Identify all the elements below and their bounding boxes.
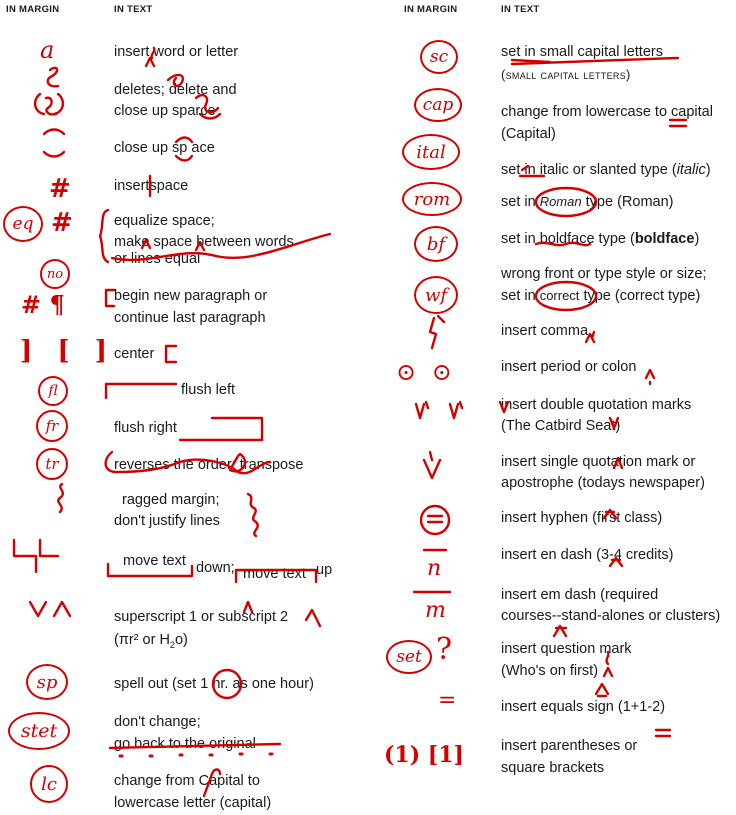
- center-text: center: [114, 346, 155, 362]
- wrongfont-text-1: wrong front or type style or size;: [501, 266, 707, 282]
- emdash-mark: m: [425, 598, 446, 623]
- equals-caret: [596, 684, 608, 696]
- flushleft-text: flush left: [181, 382, 235, 398]
- smallcaps-circle-mark: sc: [420, 40, 458, 74]
- smallcaps-underlined: small capital letters: [539, 44, 663, 60]
- equalize-text-1: equalize space;: [114, 213, 215, 229]
- equalize-circle-mark: eq: [3, 206, 43, 242]
- squote-text-1: insert single quotation mark or: [501, 454, 696, 470]
- stet-text-1: don't change;: [114, 714, 201, 730]
- italic-end: ): [705, 162, 711, 178]
- flushright-bracket: [180, 418, 262, 440]
- boldface-underlined: boldface: [539, 231, 595, 247]
- italic-text: [501, 160, 711, 181]
- lowercase-text-2: lowercase letter (capital): [114, 795, 272, 811]
- question-text-1: insert question mark: [501, 641, 632, 657]
- comma-text: insert comma: [501, 323, 589, 339]
- flushright-text: flush right: [114, 420, 177, 436]
- header-right-margin: IN MARGIN: [404, 4, 458, 15]
- closeup-text: close up sp ace: [114, 140, 215, 156]
- period-text: insert period or colon: [501, 359, 637, 375]
- smallcaps-text-2: (small capital letters): [501, 67, 631, 82]
- superscript-text-2a: (πr² or H: [114, 632, 170, 648]
- boldface-pre: set in: [501, 231, 540, 247]
- no-paragraph-circle-mark: no: [40, 259, 70, 289]
- capital-text-1: change from lowercase to capital: [501, 104, 713, 120]
- boldface-text: [501, 229, 699, 250]
- delete-text-1: deletes; delete and: [114, 82, 237, 98]
- move-text-3: move text: [243, 566, 306, 582]
- subscript-caret: [306, 610, 320, 626]
- close-up-mark: [44, 130, 64, 157]
- superscript-text-2: [114, 630, 188, 656]
- smallcaps-text-1: [501, 42, 663, 63]
- super-sub-mark: [30, 602, 70, 616]
- smallcaps-pre: set in: [501, 44, 540, 60]
- move-text-2: down;: [196, 560, 235, 576]
- roman-post: type (Roman): [581, 194, 674, 210]
- header-left-text: IN TEXT: [114, 4, 153, 15]
- equals-mark: =: [438, 688, 457, 713]
- parens-mark: (1) [1]: [384, 742, 464, 768]
- boldface-end: ): [694, 231, 700, 247]
- ragged-wave: [248, 494, 258, 536]
- capital-circle-mark: cap: [414, 88, 462, 122]
- delete-loop-mark: [48, 68, 58, 86]
- emdash-text-2: courses--stand-alones or clusters): [501, 608, 721, 624]
- hyphen-text: insert hyphen (first class): [501, 510, 663, 526]
- question-mark: ?: [436, 632, 453, 667]
- paragraph-text-2: continue last paragraph: [114, 310, 266, 326]
- paragraph-text-1: begin new paragraph or: [114, 288, 268, 304]
- boldface-circle-mark: bf: [414, 226, 458, 262]
- emdash-text-1: insert em dash (required: [501, 587, 659, 603]
- italic-circle-mark: ital: [402, 134, 460, 170]
- space-hash-mark: #: [49, 174, 71, 204]
- squote-mark: [424, 452, 440, 478]
- move-text-4: up: [316, 562, 333, 578]
- space-text: insertspace: [114, 178, 189, 194]
- question-set-circle-mark: set: [386, 640, 432, 674]
- endash-mark: n: [427, 556, 442, 581]
- superscript-sub: 2: [169, 639, 175, 650]
- flushright-circle-mark: fr: [36, 410, 68, 442]
- spellout-circle-mark: sp: [26, 664, 68, 700]
- emdash-caret: [554, 626, 566, 636]
- equalize-hash-mark: #: [51, 208, 73, 238]
- ragged-margin-mark: [58, 484, 63, 512]
- stet-text-2: go back to the original: [114, 736, 256, 752]
- comma-mark: [430, 316, 444, 348]
- italic-sample: italic: [676, 162, 706, 178]
- ragged-text-2: don't justify lines: [114, 513, 220, 529]
- equals-text: insert equals sign (1+1-2): [501, 699, 666, 715]
- parens-text-2: square brackets: [501, 760, 605, 776]
- italic-post: or slanted type (: [568, 162, 677, 178]
- flushleft-bracket: [106, 384, 176, 398]
- superscript-text-2b: o): [174, 632, 188, 648]
- wrongfont-circle-mark: wf: [414, 276, 458, 314]
- paragraph-mark: # ¶: [21, 290, 65, 319]
- boldface-sample: boldface: [634, 231, 695, 247]
- stet-circle-mark: stet: [8, 712, 70, 750]
- roman-pre: set in: [501, 194, 540, 210]
- paragraph-bracket: [106, 290, 114, 306]
- dquote-text-1: insert double quotation marks: [501, 397, 692, 413]
- equalize-text-3: or lines equal: [114, 251, 201, 267]
- hyphen-circle: [421, 506, 449, 534]
- header-right-text: IN TEXT: [501, 4, 540, 15]
- equalize-brace: [100, 210, 108, 262]
- delete-text-2: close up sparce: [114, 103, 216, 119]
- italic-pre: set in: [501, 162, 540, 178]
- question-text-2: (Who's on first): [501, 663, 599, 679]
- transpose-circle-mark: tr: [36, 448, 68, 480]
- period-caret: [646, 370, 654, 384]
- wrongfont-post: type (correct type): [579, 288, 701, 304]
- delete-close-up-mark: [35, 94, 63, 114]
- superscript-text-1: superscript 1 or subscript 2: [114, 609, 289, 625]
- italic-underlined: italic: [539, 162, 569, 178]
- boldface-post: type (: [594, 231, 635, 247]
- insert-text: insert word or letter: [114, 44, 239, 60]
- dquote-text-2: (The Catbird Seat): [501, 418, 621, 434]
- wrongfont-text-2: [501, 285, 700, 307]
- header-left-margin: IN MARGIN: [6, 4, 60, 15]
- roman-circle-mark: rom: [402, 182, 462, 216]
- move-bracket-mark: [14, 540, 58, 572]
- hyphen-inner: [428, 516, 442, 522]
- spellout-text: spell out (set 1 hr. as one hour): [114, 676, 314, 692]
- lowercase-circle-mark: lc: [30, 765, 68, 803]
- period-colon-mark: ⊙ ⊙: [396, 358, 456, 386]
- move-text-1: move text: [123, 553, 186, 569]
- roman-text: [501, 191, 673, 213]
- dquote-mark: [416, 402, 462, 418]
- wrongfont-pre: set in: [501, 288, 540, 304]
- ragged-text-1: ragged margin;: [122, 492, 220, 508]
- lowercase-text-1: change from Capital to: [114, 773, 260, 789]
- squote-text-2: apostrophe (todays newspaper): [501, 475, 705, 491]
- caret-insert-mark: a: [40, 36, 55, 64]
- parens-text-1: insert parentheses or: [501, 738, 638, 754]
- transpose-text: reverses the order; transpose: [114, 457, 304, 473]
- center-bracket-mark: ] [ ]: [20, 336, 116, 366]
- flushleft-circle-mark: fl: [38, 376, 68, 406]
- wrongfont-circled: correct: [539, 288, 580, 303]
- equalize-text-2: make space between words: [114, 234, 294, 250]
- roman-circled: Roman: [539, 194, 582, 209]
- endash-text: insert en dash (3-4 credits): [501, 547, 674, 563]
- capital-text-2: (Capital): [501, 126, 556, 142]
- center-brackets: [166, 346, 176, 362]
- equals-bracket: [656, 730, 670, 736]
